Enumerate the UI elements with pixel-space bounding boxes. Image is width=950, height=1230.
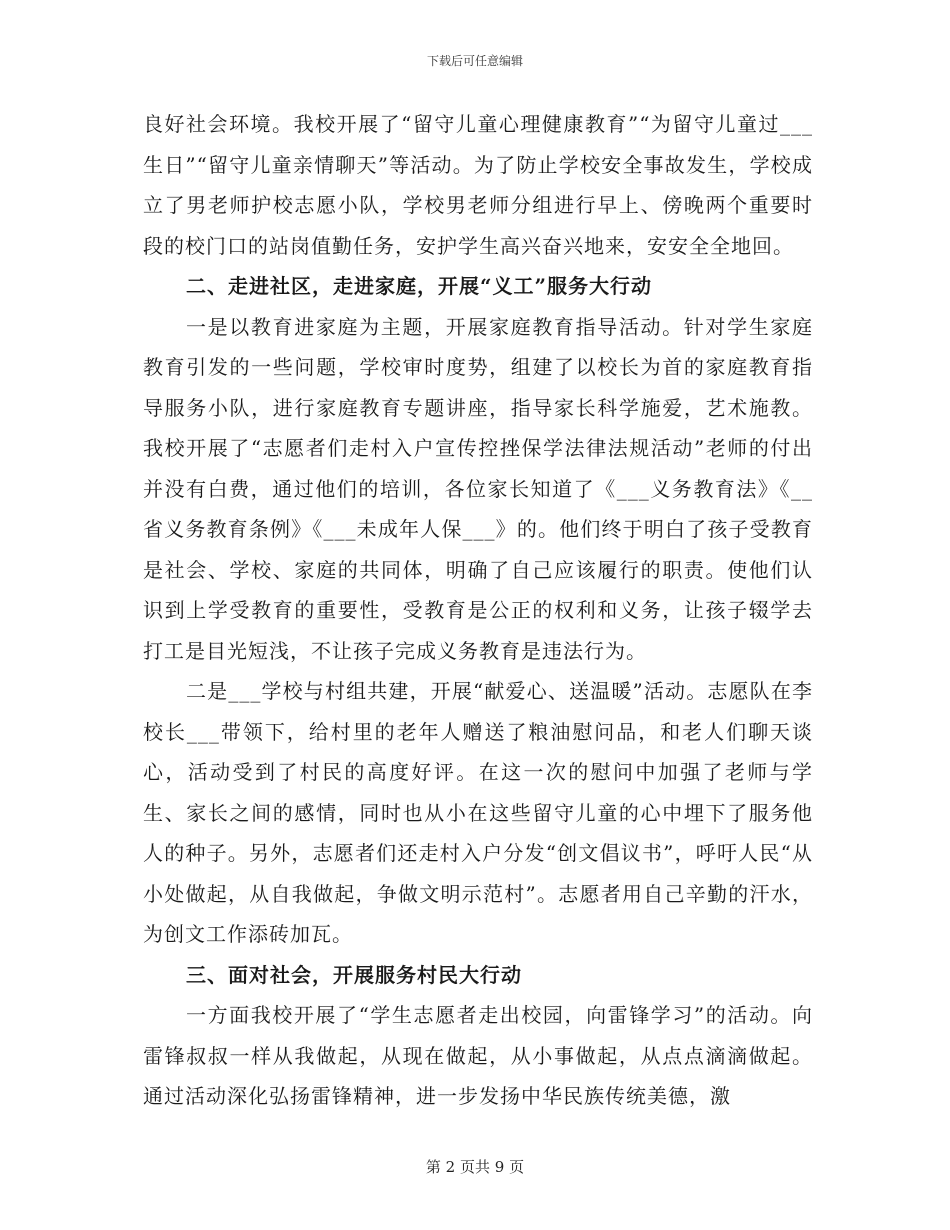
paragraph-3: 二是___学校与村组共建，开展“献爱心、送温暖”活动。志愿队在李校长___带领下，给村里的老年人赠送了粮油慰问品，和老人们聊天谈心，活动受到了村民的高度好评。在这一次的慰问中加强了老师与学生、家长之间的感情，同时也从小在这些留守儿童的心中埋下了服务他人的种子。另外，志愿者们还走村入户分发“创文倡议书”，呼吁人民“从小处做起，从自我做起，争做文明示范村”。志愿者用自己辛勤的汗水，为创文工作添砖加瓦。 bbox=[143, 679, 813, 946]
section-heading-3: 三、面对社会，开展服务村民大行动 bbox=[186, 962, 522, 987]
page-header: 下载后可任意编辑 bbox=[426, 54, 523, 68]
paragraph-2: 一是以教育进家庭为主题，开展家庭教育指导活动。针对学生家庭教育引发的一些问题，学校审时度势，组建了以校长为首的家庭教育指导服务小队，进行家庭教育专题讲座，指导家长科学施爱，艺术施教。我校开展了“志愿者们走村入户宣传控挫保学法律法规活动”老师的付出并没有白费，通过他们的培训，各位家长知道了《___义务教育法》《__省义务教育条例》《___未成年人保___》的。他们终于明白了孩子受教育是社会、学校、家庭的共同体，明确了自己应该履行的职责。使他们认识到上学受教育的重要性，受教育是公正的权利和义务，让孩子辍学去打工是目光短浅，不让孩子完成义务教育是违法行为。 bbox=[143, 314, 813, 663]
paragraph-1: 良好社会环境。我校开展了“留守儿童心理健康教育”“为留守儿童过___生日”“留守儿童亲情聊天”等活动。为了防止学校安全事故发生，学校成立了男老师护校志愿小队，学校男老师分组进行早上、傍晚两个重要时段的校门口的站岗值勤任务，安护学生高兴奋兴地来，安安全全地回。 bbox=[143, 112, 813, 258]
paragraph-4: 一方面我校开展了“学生志愿者走出校园，向雷锋学习”的活动。向雷锋叔叔一样从我做起，从现在做起，从小事做起，从点点滴滴做起。通过活动深化弘扬雷锋精神，进一步发扬中华民族传统美德，激 bbox=[143, 1003, 813, 1108]
section-heading-2: 二、走进社区，走进家庭，开展“义工”服务大行动 bbox=[186, 274, 653, 298]
document-body bbox=[143, 104, 813, 1117]
page-footer: 第 2 页共 9 页 bbox=[425, 1158, 525, 1176]
